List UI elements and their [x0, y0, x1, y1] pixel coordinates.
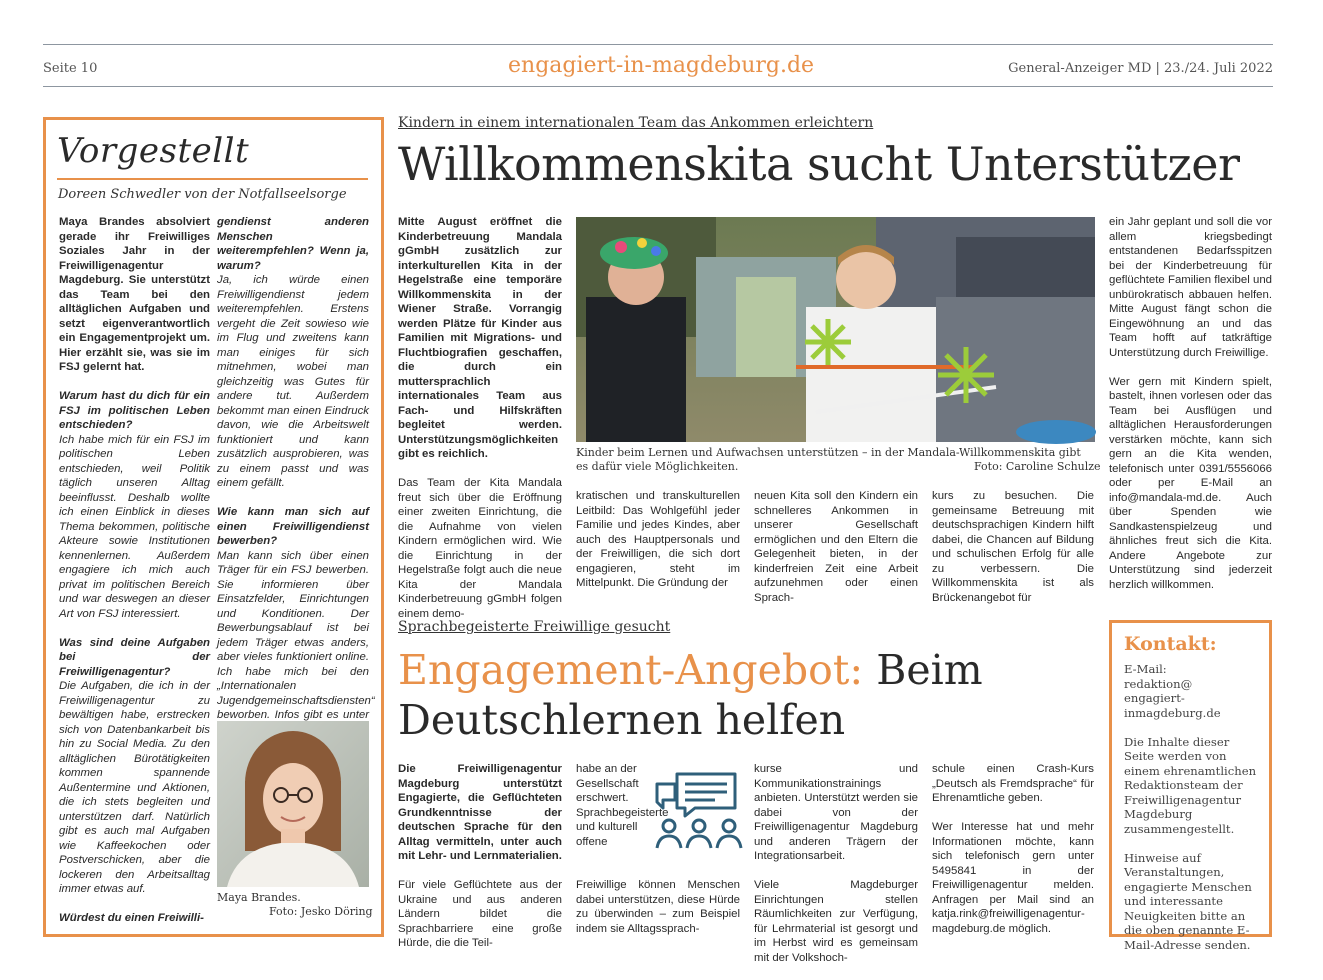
page-number: Seite 10 — [43, 61, 98, 76]
article2-text-1: Für viele Geflüchtete aus der Ukraine und aus anderen Ländern bildet die Sprachbarriere eine große Hürde, die die Teil- — [398, 879, 562, 949]
article2-column-4 — [932, 762, 1094, 951]
article1-column-5 — [1109, 215, 1272, 607]
article1-photo — [576, 217, 1095, 442]
contact-email-line-2[interactable]: engagiert- — [1124, 691, 1185, 705]
contact-paragraph-1: Die Inhalte dieser Seite werden von einem ehrenamtlichen Redaktionsteam der Freiwilligenagentur Magdeburg zusammengestellt. — [1124, 734, 1257, 836]
portrait-photo — [217, 721, 369, 887]
article1-text-3: neuen Kita soll den Kindern ein schnelleres Ankommen in unserer Gesellschaft ermöglichen und den Eltern die Gelegenheit bieten, in der kinderfreien Zeit eine Arbeit aufzunehmen oder einen Sprach- — [754, 490, 918, 604]
article2-text-4b: Wer Interesse hat und mehr Informationen möchte, kann sich telefonisch gern unter 5495841 in der Freiwilligenagentur melden. Anfragen per Mail sind an katja.rink@freiwilligenagentur-magdeburg.de möglich. — [932, 821, 1094, 935]
article2-column-3 — [754, 762, 918, 980]
article2-column-1 — [398, 762, 562, 965]
answer-3: Ja, ich würde einen Freiwilligendienst jedem weiterempfehlen. Erstens vergeht die Zeit sowieso wie im Flug und zweitens kann man einiges für sich mitnehmen, wobei man gleichzeitig was Gutes für andere tut. Außerdem bekommt man einen Eindruck davon, wie die Arbeitswelt funktioniert und kann zusätzlich ausprobieren, was zu einem passt und was einem gefällt. — [217, 274, 369, 489]
article2-kicker: Sprachbegeisterte Freiwillige gesucht — [398, 619, 671, 635]
article1-text-2: kratischen und transkulturellen Leitbild: Das Wohlgefühl jeder Familie und jedes Kindes, aber auch des Hauptpersonals und der Freiwilligen, die sich dort engagieren, steht im Mittelpunkt. Die Gründung der — [576, 490, 740, 589]
portrait-photo-image — [217, 721, 369, 887]
contact-email-line-3[interactable]: inmagdeburg.de — [1124, 705, 1221, 720]
contact-email-line-1[interactable]: redaktion@ — [1124, 676, 1193, 691]
paper-info: General-Anzeiger MD | 23./24. Juli 2022 — [1008, 61, 1273, 76]
article1-lead: Mitte August eröffnet die Kinderbetreuung Mandala gGmbH zusätzlich zur interkulturellen Kita in der Hegelstraße eine temporäre Willkommenskita in der Wiener Straße. Vorrangig werden Plätze für Kinder aus Familien mit Migrations- und Fluchtbiografien geschaffen, die durch ein muttersprachlich internationales Team aus Fach- und Hilfskräften begleitet werden. Unterstützungsmöglichkeiten gibt es reichlich. — [398, 216, 562, 460]
article1-column-2 — [576, 489, 740, 605]
question-2: Was sind deine Aufgaben bei der Freiwilligenagentur? — [59, 636, 210, 678]
article1-text-5b: Wer gern mit Kindern spielt, bastelt, ihnen vorlesen oder das Team bei Ausflügen und alltäglichen Herausforderungen verstärken möchte, kann sich gern an die Kita wenden, telefonisch unter 0391/5556066 oder per E-Mail an info@mandala-md.de. Auch über Spenden wie Sandkastenspielzeug und ähnliches freut sich die Kita. Andere Angebote zur Unterstützung sind jederzeit herzlich willkommen. — [1109, 375, 1272, 591]
header-bottom-rule — [43, 86, 1273, 87]
article2-headline — [398, 645, 983, 745]
portrait-column-right — [217, 215, 375, 752]
article1-text-1: Das Team der Kita Mandala freut sich über die Eröffnung einer zweiten Einrichtung, die die Aufnahme von vielen Kindern ermöglichen wird. Wie die Einrichtung in der Hegelstraße folgt auch die neue Kita der Mandala Kinderbetreuung gGmbH folgen einem demo- — [398, 477, 562, 620]
article1-column-4 — [932, 489, 1094, 620]
article1-photo-image — [576, 217, 1095, 442]
site-title: engagiert-in-magdeburg.de — [508, 53, 815, 78]
answer-1: Ich habe mich für ein FSJ im politischen Leben entschieden, weil Politik täglich unseren Alltag beeinflusst. Deshalb wollte ich einen Einblick in dieses Thema bekommen, politische Akteure sowie Institutionen kennenlernen. Außerdem engagiere ich mich auch privat im politischen Bereich und war deswegen an dieser Art von FSJ interessiert. — [59, 433, 210, 620]
article2-headline-rest1: Beim — [876, 646, 983, 694]
article1-headline: Willkommenskita sucht Unterstützer — [398, 137, 1240, 191]
people-discussion-icon-svg — [655, 770, 743, 852]
header-top-rule — [43, 44, 1273, 45]
article2-headline-rest2: Deutschlernen helfen — [398, 696, 846, 744]
article2-headline-accent: Engagement-Angebot: — [398, 646, 864, 694]
article2-text-4a: schule einen Crash-Kurs „Deutsch als Fremdsprache“ für Ehrenamtliche geben. — [932, 763, 1094, 804]
article1-text-5a: ein Jahr geplant und soll die vor allem kriegsbedingt entstandenen Bedarfsspitzen bei der Kinderbetreuung für geflüchtete Familien flexibel und unbürokratisch abbauen helfen. Mitte August fängt schon die Eingewöhnung an und das Team hofft auf tatkräftige Unterstützung durch Freiwillige. — [1109, 216, 1272, 359]
question-3-end: gendienst anderen Menschen weiterempfehlen? Wenn ja, warum? — [217, 216, 369, 272]
contact-paragraph-2: Hinweise auf Veranstaltungen, engagierte Menschen und interessante Neuigkeiten bitte an die oben genannte E-Mail-Adresse senden. — [1124, 850, 1252, 952]
article2-text-2b: Freiwillige können Menschen dabei unterstützen, diese Hürde zu überwinden – zum Beispiel indem sie Alltagssprach- — [576, 879, 740, 935]
question-1: Warum hast du dich für ein FSJ im politischen Leben entschieden? — [59, 390, 210, 431]
portrait-column-left — [59, 215, 210, 926]
contact-text — [1124, 662, 1260, 967]
article1-kicker: Kindern in einem internationalen Team das Ankommen erleichtern — [398, 115, 874, 131]
article2-column-2-bottom — [576, 878, 740, 951]
portrait-credit: Foto: Jesko Döring — [269, 905, 373, 918]
article2-column-2-top — [576, 762, 669, 864]
article1-photo-credit: Foto: Caroline Schulze — [974, 460, 1101, 473]
portrait-box-rule — [57, 178, 368, 180]
contact-title: Kontakt: — [1124, 633, 1217, 655]
question-4: Wie kann man sich auf einen Freiwilligendienst bewerben? — [217, 506, 369, 547]
portrait-caption: Maya Brandes. — [217, 891, 301, 904]
article2-text-3b: Viele Magdeburger Einrichtungen stellen Räumlichkeiten zur Verfügung, für Lehrmaterial ist gesorgt und im Herbst wird es gemeinsam mit der Volkshoch- — [754, 879, 918, 964]
answer-2: Die Aufgaben, die ich in der Freiwilligenagentur zu bewältigen habe, erstrecken sich von Datenbankarbeit bis hin zu Social Media. Zu den alltäglichen Bürotätigkeiten kommen spannende Außentermine und Aktionen, die ich stets begleiten und unterstützen darf. Natürlich gibt es auch mal Aufgaben wie Kaffeekochen oder Postverschicken, aber die lockeren den Arbeitsalltag immer etwas auf. — [59, 680, 210, 895]
article1-column-1 — [398, 215, 562, 636]
article1-text-4: kurs zu besuchen. Die gemeinsame Betreuung mit deutschsprachigen Kindern hilft dabei, die Chancen auf Bildung und schulischen Erfolg für alle zu verbessern. Die Willkommenskita ist als Brückenangebot für — [932, 490, 1094, 604]
people-discussion-icon — [655, 770, 743, 852]
article2-lead: Die Freiwilligenagentur Magdeburg unterstützt Engagierte, die Geflüchteten Grundkenntnisse der deutschen Sprache für den Alltag vermitteln, unter auch mit Lehr- und Lernmaterialien. — [398, 763, 562, 862]
answer-4: Man kann sich über einen Träger für ein FSJ bewerben. Sie informieren über Einsatzfelder, Einrichtungen und Konditionen. Der Bewerbungsablauf ist bei jedem Träger etwas anders, aber vieles funktioniert online. Ich habe mich bei den „Internationalen Jugendgemeinschaftsdiensten“ beworben. Infos gibt es unter — [217, 549, 375, 721]
portrait-intro: Maya Brandes absolviert gerade ihr Freiwilliges Soziales Jahr in der Freiwilligenagentur Magdeburg. Sie unterstützt das Team bei den alltäglichen Aufgaben und setzt eigenverantwortlich ein Engagementprojekt um. Hier erzählt sie, was sie im FSJ gelernt hat. — [59, 216, 210, 373]
article1-photo-caption-text: Kinder beim Lernen und Aufwachsen unterstützen – in der Mandala-Willkommenskita gibt es dafür viele Möglichkeiten. — [576, 446, 1081, 473]
portrait-box-title: Vorgestellt — [57, 131, 250, 171]
article1-column-3 — [754, 489, 918, 620]
question-3-start: Würdest du einen Freiwilli- — [59, 912, 204, 924]
article2-text-2a: habe an der Gesellschaft erschwert. Sprachbegeisterte und kulturell offene — [576, 763, 669, 848]
contact-email-label: E-Mail: — [1124, 662, 1167, 676]
article2-text-3a: kurse und Kommunikationstrainings anbieten. Unterstützt werden sie dabei von der Freiwilligenagentur Magdeburg und anderen Trägern der Integrationsarbeit. — [754, 763, 918, 862]
portrait-box-subtitle: Doreen Schwedler von der Notfallseelsorge — [58, 187, 347, 202]
